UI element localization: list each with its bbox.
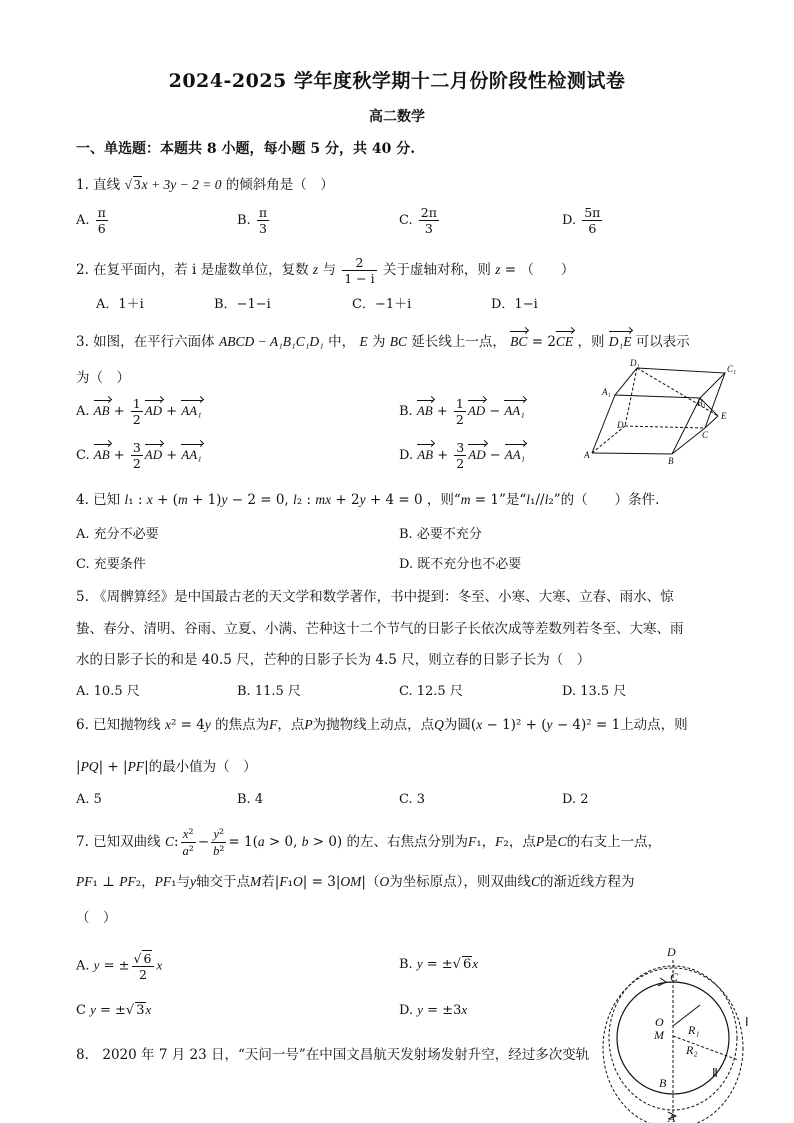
q7-line-2: PF₁ ⊥ PF₂，PF₁与y轴交于点M若|F₁O| = 3|OM|（O为坐标原点），则双曲线C的渐近线方程为 [76,874,635,890]
orbit-label-r1: R₁ [688,1023,700,1037]
q2-option-d: D．1−i [491,297,538,312]
label-b: B [668,456,674,466]
label-b1: B₁ [697,398,706,408]
question-8: 8. 2020 年 7 月 23 日，“天问一号”在中国文昌航天发射场发射升空，经过多次变轨 [76,1047,590,1063]
q5-line-2: 蛰、春分、清明、谷雨、立夏、小满、芒种这十二个节气的日影子长依次成等差数列若冬至、大寒、雨 [76,621,684,637]
orbit-figure [588,940,778,1123]
orbit-label-2: Ⅱ [712,1066,718,1080]
label-a1: A₁ [602,387,611,397]
q5-line-1: 5. 《周髀算经》是中国最古老的天文学和数学著作，书中提到：冬至、小寒、大寒、立春、雨水、惊 [76,589,674,605]
q7-option-d: D. y = ±3x [399,1002,468,1018]
q7-option-b: B. y = ±√ 6x [399,956,479,972]
q6-option-b: B. 4 [237,792,264,807]
question-1 [76,173,334,193]
q1-option-c: C. $\frac{2\pi}{3}$ [399,205,437,236]
q5-option-c: C. 12.5 尺 [399,684,463,699]
orbit-label-o: O [655,1015,664,1029]
orbit-label-r2: R₂ [686,1043,698,1057]
exam-title: 2024-2025 学年度秋学期十二月份阶段性检测试卷 [168,70,626,92]
q1-option-d: D. $\frac{5\pi}{6}$ [562,205,601,236]
q5-option-b: B. 11.5 尺 [237,684,301,699]
question-7: 7. 已知双曲线 C: $\frac{\text{x²}}{\text{a²}}$ − $\frac{\text{y²}}{\text{b²}}$ = 1(a > 0, b > 0) 的左、右焦点分别为F₁，F₂，点P是C的右支上一点， [76,826,662,858]
q2-option-b: B．−1−i [214,297,271,312]
label-e: E [721,411,727,421]
q1-option-a: A. $\frac{\pi}{6}$ [76,205,106,236]
q6-option-c: C. 3 [399,792,426,807]
q6-line-2: |PQ| + |PF|的最小值为（ ） [76,759,257,775]
label-d: D [617,420,624,430]
q5-option-a: A. 10.5 尺 [76,684,140,699]
label-d1: D₁ [630,358,640,368]
label-c1: C₁ [727,364,737,374]
q7-line-3: （ ） [76,910,117,926]
q6-option-a: A. 5 [76,792,102,807]
q4-option-d: D. 既不充分也不必要 [399,557,522,572]
q1-option-b: B. $\frac{\pi}{3}$ [237,205,268,236]
orbit-label-c: C [670,970,679,984]
question-6: 6. 已知抛物线 x² = 4y 的焦点为F，点P为抛物线上动点，点Q为圆(x − 1)² + (y − 4)² = 1上动点，则 [76,717,688,733]
q7-option-c: C y = ±√ 3x [76,1002,152,1018]
q1-suffix: 的倾斜角是（ ） [225,177,334,193]
orbit-label-m: M [654,1028,664,1042]
question-4: 4. 已知 l₁ : x + (m + 1)y − 2 = 0, l₂ : mx + 2y + 4 = 0 ，则“m = 1”是“l₁//l₂”的（ ）条件. [76,492,660,508]
q4-option-a: A. 充分不必要 [76,527,159,542]
q3-option-b: B. AB + $\frac{1}{2}$ AD − AA₁ [399,396,525,427]
q2-option-a: A．1＋i [96,297,144,312]
q1-equation: √ 3x + 3y − 2 = 0 [124,177,222,192]
exam-subject: 高二数学 [369,109,425,125]
label-c: C [702,430,709,440]
q2-option-c: C．−1＋i [352,297,412,312]
q5-option-d: D. 13.5 尺 [562,684,627,699]
orbit-label-d: D [667,945,676,959]
q3-option-c: C. AB + $\frac{3}{2}$ AD + AA₁ [76,440,202,471]
orbit-label-a: A [668,1111,676,1123]
section-heading: 一、单选题：本题共 8 小题，每小题 5 分，共 40 分. [76,141,416,157]
orbit-label-b: B [659,1076,667,1090]
orbit-label-1: Ⅰ [745,1015,749,1029]
question-3: 3. 如图，在平行六面体 ABCD − A₁B₁C₁D₁ 中， E 为 BC 延长线上一点， BC = 2CE ，则 D₁E 可以表示 [76,334,690,350]
q1-prefix: 1. 直线 [76,177,121,193]
q6-option-d: D. 2 [562,792,589,807]
q4-option-c: C. 充要条件 [76,557,146,572]
q3-option-a: A. AB + $\frac{1}{2}$ AD + AA₁ [76,396,202,427]
q7-option-a: A. y = ± $\frac{√ 6}{2}$ x [76,951,163,982]
parallelepiped-figure [580,358,755,468]
label-a: A [584,450,590,460]
q4-option-b: B. 必要不充分 [399,527,482,542]
question-2: 2. 在复平面内，若 i 是虚数单位，复数 z 与 $\frac{2}{1 - i}$ 关于虚轴对称，则 z = （ ） [76,255,575,286]
q5-line-3: 水的日影子长的和是 40.5 尺，芒种的日影子长为 4.5 尺，则立春的日影子长为（ ） [76,652,591,668]
q3-line-2: 为（ ） [76,370,130,386]
q3-option-d: D. AB + $\frac{3}{2}$ AD − AA₁ [399,440,526,471]
